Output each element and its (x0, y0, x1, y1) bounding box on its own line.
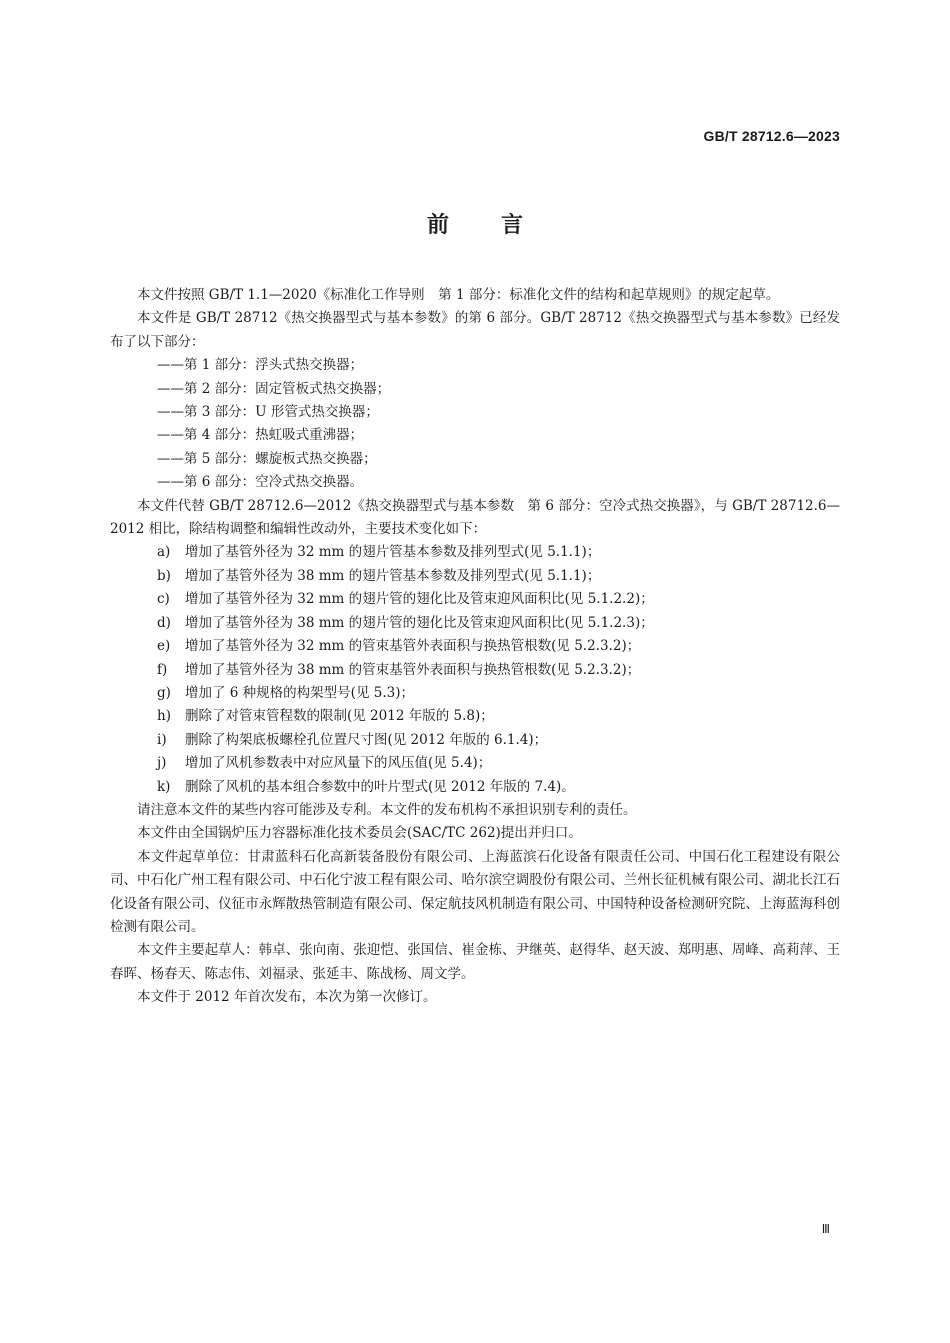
list-item: ——第 5 部分：螺旋板式热交换器； (157, 450, 377, 467)
change-item (110, 635, 840, 658)
change-marker: b) (157, 567, 171, 584)
change-text: 增加了基管外径为 38 mm 的翅片管的翅化比及管束迎风面积比(见 5.1.2.3)； (185, 614, 654, 631)
change-text: 删除了风机的基本组合参数中的叶片型式(见 2012 年版的 7.4)。 (185, 778, 575, 795)
change-text: 增加了基管外径为 38 mm 的管束基管外表面积与换热管根数(见 5.2.3.2)； (185, 661, 641, 678)
paragraph-history: 本文件于 2012 年首次发布，本次为第一次修订。 (137, 989, 437, 1006)
paragraph-drafters: 本文件主要起草人：韩卓、张向南、张迎恺、张国信、崔金栋、尹继英、赵得华、赵天波、郑明惠、周峰、高莉萍、王春晖、杨春天、陈志伟、刘福录、张延丰、陈战杨、周文学。 (110, 942, 840, 982)
change-text: 增加了基管外径为 32 mm 的管束基管外表面积与换热管根数(见 5.2.3.2)； (185, 638, 641, 655)
list-item: ——第 4 部分：热虹吸式重沸器； (157, 427, 364, 444)
list-item: ——第 1 部分：浮头式热交换器； (157, 357, 364, 374)
change-item (110, 541, 840, 564)
page-title: 前言 (426, 213, 575, 238)
change-text: 增加了基管外径为 32 mm 的翅片管基本参数及排列型式(见 5.1.1)； (185, 544, 601, 561)
change-text: 增加了 6 种规格的构架型号(见 5.3)； (185, 684, 414, 701)
change-item (110, 659, 840, 682)
change-item (110, 752, 840, 775)
change-marker: f) (157, 661, 168, 678)
change-text: 增加了基管外径为 38 mm 的翅片管基本参数及排列型式(见 5.1.1)； (185, 567, 601, 584)
change-marker: h) (157, 708, 171, 725)
change-item (110, 565, 840, 588)
change-marker: k) (157, 778, 171, 795)
change-marker: d) (157, 614, 171, 631)
paragraph-replacement: 本文件代替 GB/T 28712.6—2012《热交换器型式与基本参数 第 6 部分：空冷式热交换器》，与 GB/T 28712.6—2012 相比，除结构调整和编辑性改动外，主要技术变化如下： (110, 497, 840, 538)
paragraph-committee: 本文件由全国锅炉压力容器标准化技术委员会(SAC/TC 262)提出并归口。 (137, 825, 582, 842)
change-marker: i) (157, 731, 167, 748)
paragraph-drafting-basis: 本文件按照 GB/T 1.1—2020《标准化工作导则 第 1 部分：标准化文件的结构和起草规则》的规定起草。 (137, 287, 780, 303)
change-item (110, 612, 840, 635)
change-marker: a) (157, 544, 171, 561)
change-text: 删除了对管束管程数的限制(见 2012 年版的 5.8)； (185, 708, 494, 725)
list-item: ——第 3 部分：U 形管式热交换器； (157, 404, 379, 421)
change-text: 删除了构架底板螺栓孔位置尺寸图(见 2012 年版的 6.1.4)； (185, 731, 548, 748)
change-text: 增加了风机参数表中对应风量下的风压值(见 5.4)； (185, 755, 492, 772)
change-item (110, 705, 840, 728)
change-item (110, 682, 840, 705)
page-number: Ⅲ (821, 1222, 830, 1236)
list-item: ——第 6 部分：空冷式热交换器。 (157, 474, 364, 491)
change-marker: g) (157, 684, 171, 701)
change-item (110, 776, 840, 799)
list-item: ——第 2 部分：固定管板式热交换器； (157, 380, 391, 397)
change-text: 增加了基管外径为 32 mm 的翅片管的翅化比及管束迎风面积比(见 5.1.2.2)； (185, 591, 654, 608)
change-marker: j) (157, 755, 167, 772)
document-body (110, 284, 840, 1010)
paragraph-series-intro: 本文件是 GB/T 28712《热交换器型式与基本参数》的第 6 部分。GB/T 28712《热交换器型式与基本参数》已经发布了以下部分： (110, 310, 840, 350)
change-marker: e) (157, 638, 171, 655)
change-item (110, 729, 840, 752)
paragraph-drafting-units: 本文件起草单位：甘肃蓝科石化高新装备股份有限公司、上海蓝滨石化设备有限责任公司、中国石化工程建设有限公司、中石化广州工程有限公司、中石化宁波工程有限公司、哈尔滨空调股份有限公司、兰州长征机械有限公司、湖北长江石化设备有限公司、仪征市永辉散热管制造有限公司、保定航技风机制造有限公司、中国特种设备检测研究院、上海蓝海科创检测有限公司。 (110, 848, 840, 935)
paragraph-patent-notice: 请注意本文件的某些内容可能涉及专利。本文件的发布机构不承担识别专利的责任。 (137, 801, 637, 818)
standard-number: GB/T 28712.6—2023 (703, 128, 840, 144)
change-item (110, 588, 840, 611)
change-marker: c) (157, 591, 170, 608)
